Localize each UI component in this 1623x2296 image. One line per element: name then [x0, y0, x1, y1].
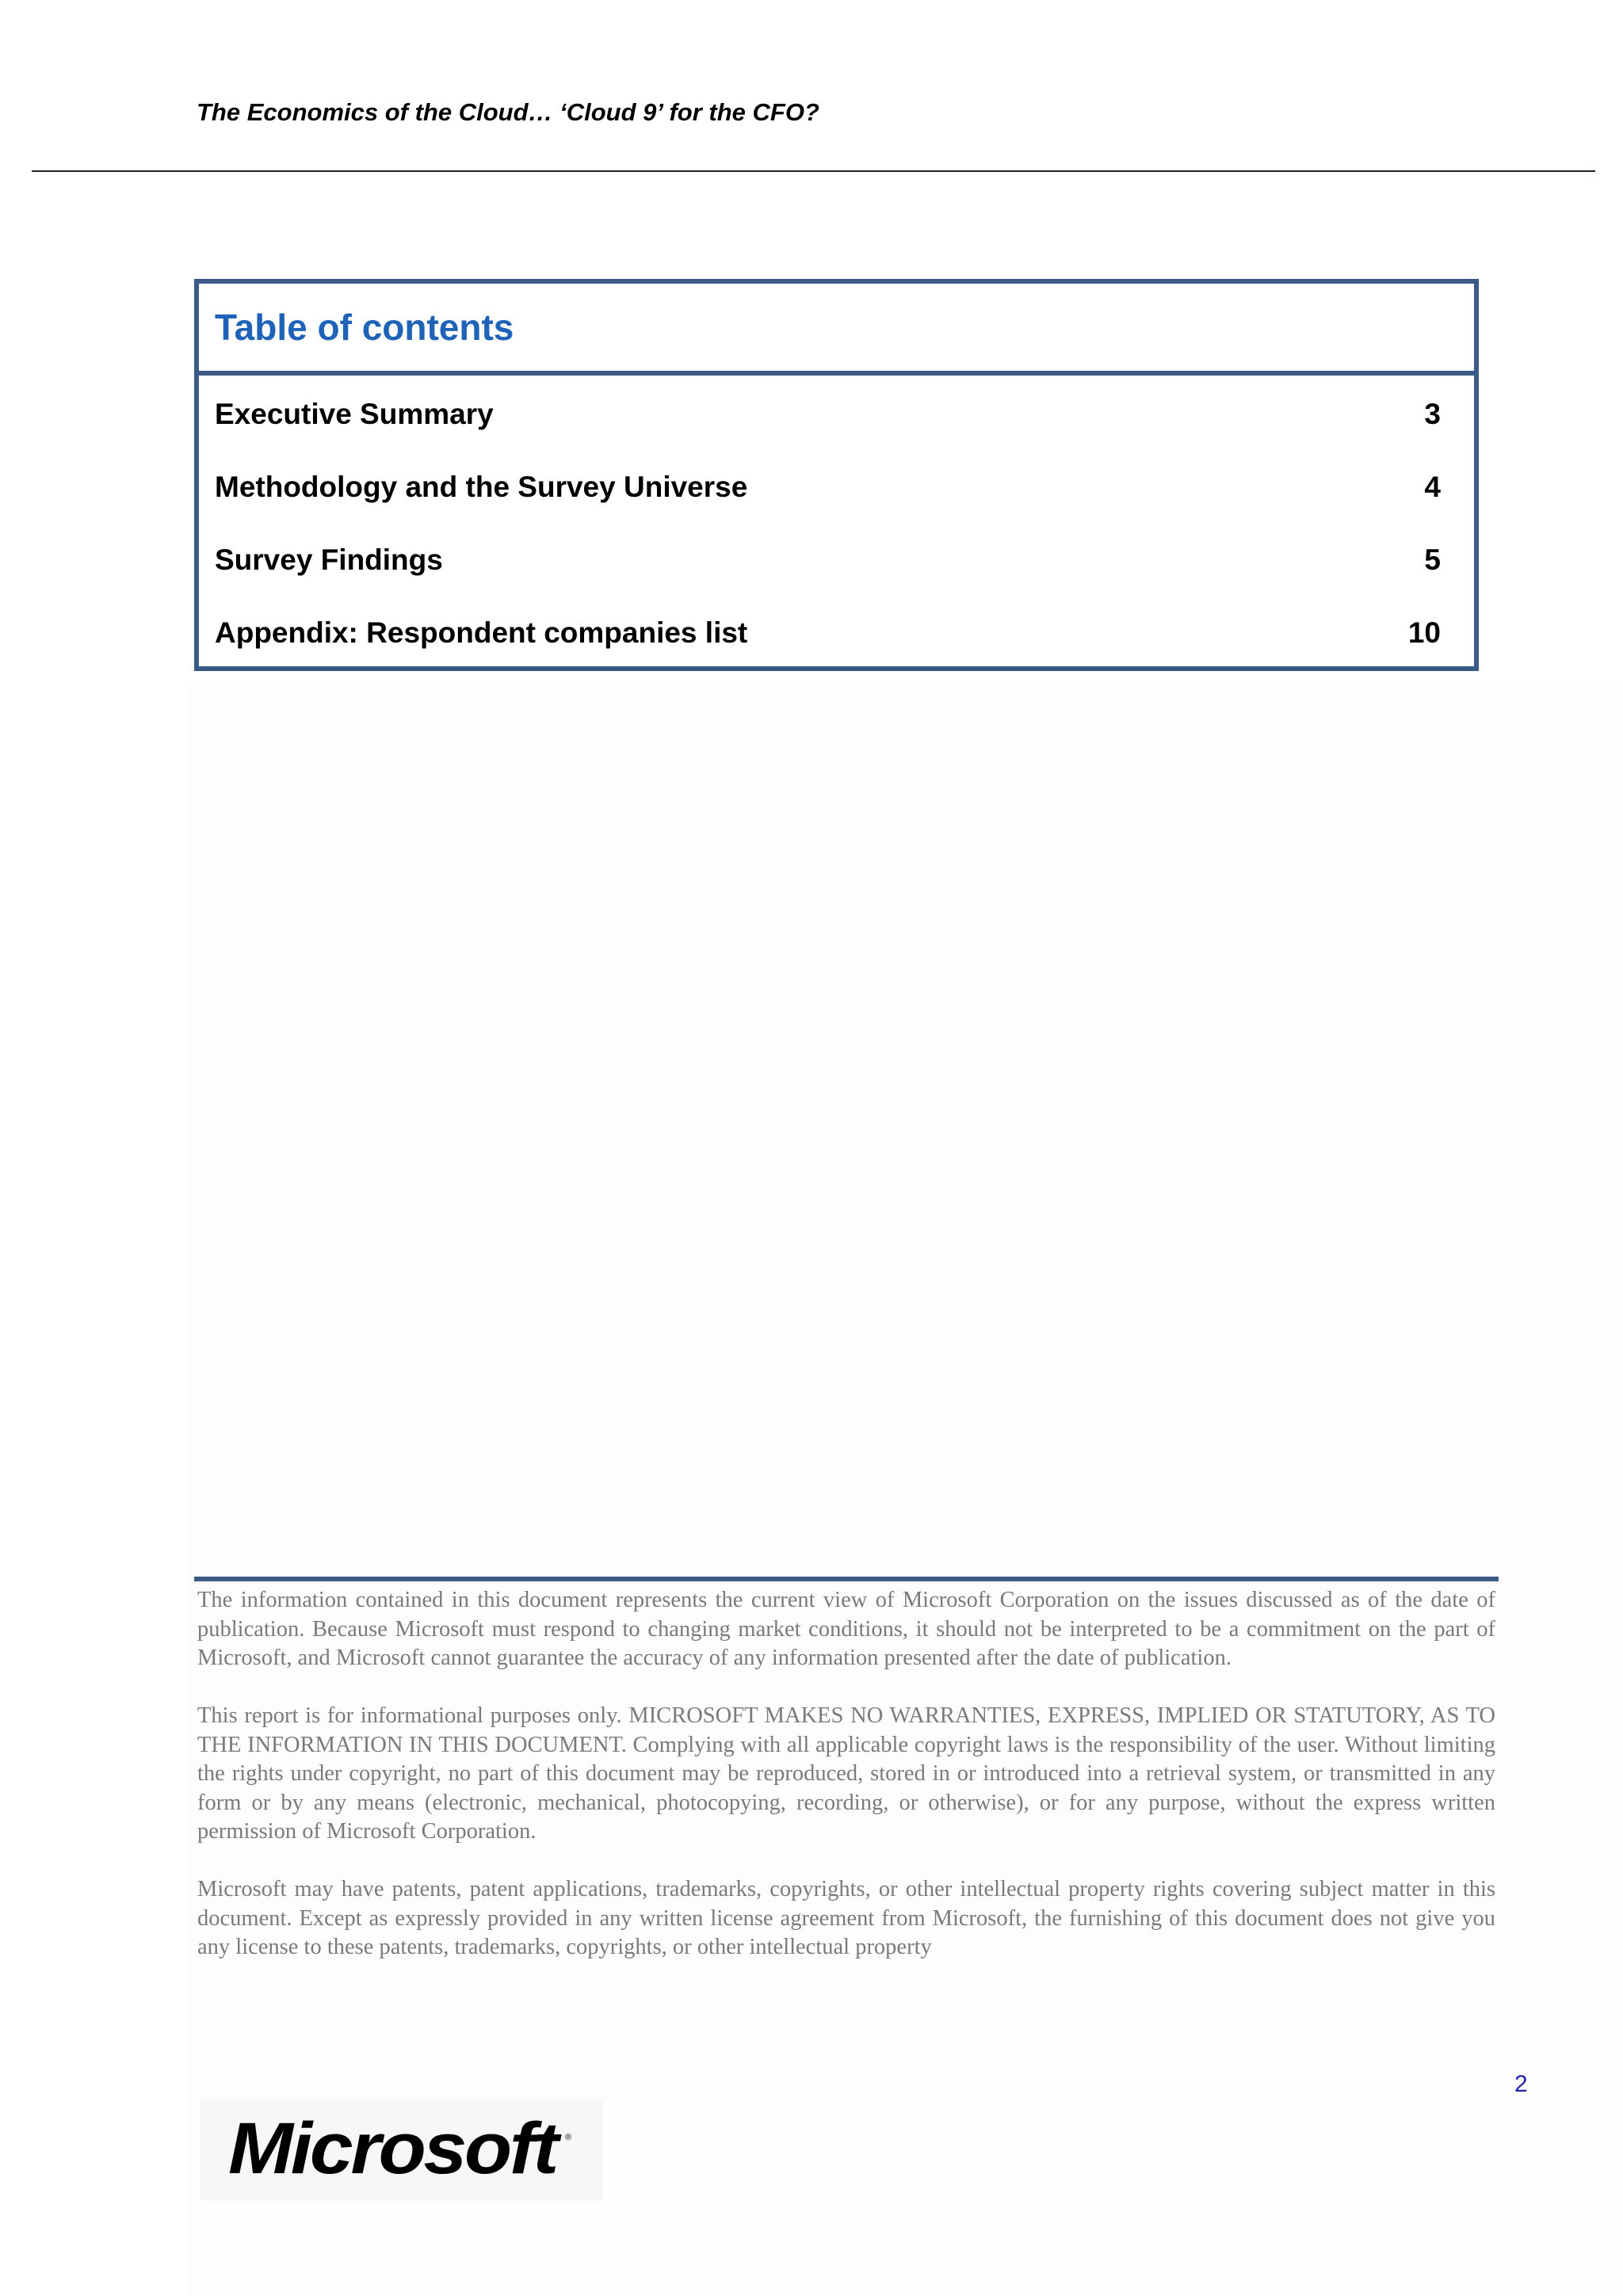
toc-entry-appendix[interactable]	[215, 616, 1441, 664]
toc-entry-label: Methodology and the Survey Universe	[215, 471, 748, 503]
legal-disclaimer	[197, 1586, 1495, 1991]
disclaimer-paragraph: The information contained in this document represents the current view of Microsoft Corporation on the issues discussed as of the date of publication. Because Microsoft must respond to changing market conditions, it should not be interpreted to be a commitment on the part of Microsoft, and Microsoft cannot guarantee the accuracy of any information presented after the date of publication.	[197, 1588, 1495, 1670]
toc-entry-page: 3	[1424, 398, 1441, 430]
header-divider	[32, 170, 1595, 172]
toc-heading: Table of contents	[215, 307, 514, 348]
microsoft-logo: Microsoft	[228, 2108, 557, 2189]
toc-entry-executive-summary[interactable]	[215, 398, 1441, 445]
page-background-panel	[188, 685, 1623, 2296]
disclaimer-paragraph: This report is for informational purposes only. MICROSOFT MAKES NO WARRANTIES, EXPRESS, IMPLIED OR STATUTORY, AS TO THE INFORMATION IN THIS DOCUMENT. Complying with all applicable copyright laws is the responsibility of the user. Without limiting the rights under copyright, no part of this document may be reproduced, stored in or introduced into a retrieval system, or transmitted in any form or by any means (electronic, mechanical, photocopying, recording, or otherwise), or for any purpose, without the express written permission of Microsoft Corporation.	[197, 1703, 1495, 1844]
toc-entry-page: 5	[1424, 543, 1441, 576]
disclaimer-paragraph: Microsoft may have patents, patent applications, trademarks, copyrights, or other intellectual property rights covering subject matter in this document. Except as expressly provided in any written license agreement from Microsoft, the furnishing of this document does not give you any license to these patents, trademarks, copyrights, or other intellectual property	[197, 1877, 1495, 1959]
table-of-contents	[194, 279, 1479, 671]
toc-entry-methodology[interactable]	[215, 471, 1441, 518]
toc-entry-label: Survey Findings	[215, 543, 443, 576]
toc-entry-page: 4	[1424, 471, 1441, 503]
toc-entry-survey-findings[interactable]	[215, 543, 1441, 591]
disclaimer-divider	[194, 1577, 1499, 1581]
page-number: 2	[1514, 2071, 1528, 2097]
toc-entry-label: Appendix: Respondent companies list	[215, 616, 748, 649]
document-header-title: The Economics of the Cloud… ‘Cloud 9’ for the CFO?	[197, 98, 819, 126]
toc-entry-label: Executive Summary	[215, 398, 494, 430]
toc-entry-page: 10	[1407, 616, 1441, 649]
registered-mark: ®	[565, 2133, 572, 2142]
toc-heading-bar	[199, 284, 1474, 376]
